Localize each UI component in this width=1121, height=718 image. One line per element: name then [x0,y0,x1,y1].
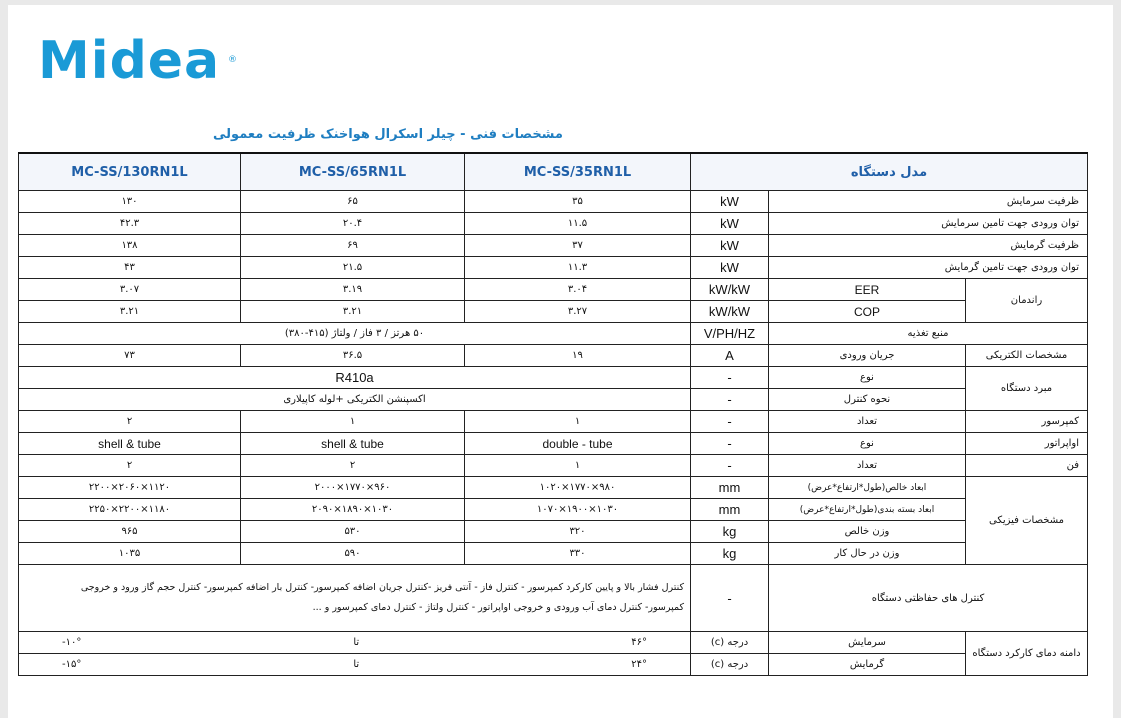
unit-cell: kW [691,257,769,279]
unit-cell: - [691,455,769,477]
table-row [19,191,1088,213]
unit-cell: درجه (c) [691,654,769,676]
unit-cell: درجه (c) [691,632,769,654]
row-label: ظرفیت گرمایش [769,235,1088,257]
temp-to-word: تا [353,637,360,648]
cell: ۱ [465,411,691,433]
unit-cell: kg [691,521,769,543]
cell: ۳۵ [465,191,691,213]
cell: ۳۶.۵ [241,345,465,367]
cell: ۲۰۰۰×۱۷۷۰×۹۶۰ [241,477,465,499]
cell: ۳۳۰ [465,543,691,565]
cell: ۲ [19,411,241,433]
model-label: مدل دستگاه [691,153,1088,191]
temp-to: ۴۶° [631,637,647,648]
group-label: کمپرسور [966,411,1088,433]
cell: ۷۳ [19,345,241,367]
cell: ۲۱.۵ [241,257,465,279]
table-row [19,367,1088,389]
unit-cell: kW/kW [691,301,769,323]
table-row [19,235,1088,257]
cell: ۲ [19,455,241,477]
cell: ۱۰۲۰×۱۷۷۰×۹۸۰ [465,477,691,499]
table-row [19,632,1088,654]
cell: ۵۰ هرتز / ۳ فاز / ولتاژ (۴۱۵-۳۸۰) [19,323,691,345]
group-label: فن [966,455,1088,477]
cell: ۳۲۰ [465,521,691,543]
cell: ۳.۲۷ [465,301,691,323]
cell: ۱۰۷۰×۱۹۰۰×۱۰۳۰ [465,499,691,521]
table-row [19,543,1088,565]
unit-cell: - [691,565,769,632]
group-label: مشخصات الکتریکی [966,345,1088,367]
model-name: MC-SS/130RN1L [19,153,241,191]
logo-text: Midea [38,31,221,91]
row-label: ظرفیت سرمایش [769,191,1088,213]
temp-range-cell [19,654,691,676]
cell: ۱۰۳۵ [19,543,241,565]
row-label: تعداد [769,411,966,433]
cell: ۲۰۹۰×۱۸۹۰×۱۰۳۰ [241,499,465,521]
cell: ۳.۰۷ [19,279,241,301]
cell: ۲۲۰۰×۲۰۶۰×۱۱۲۰ [19,477,241,499]
row-label: نحوه کنترل [769,389,966,411]
unit-cell: kW/kW [691,279,769,301]
unit-cell: kg [691,543,769,565]
midea-logo [38,31,237,115]
group-label: راندمان [966,279,1088,323]
cell: ۳.۲۱ [241,301,465,323]
row-label: سرمایش [769,632,966,654]
group-label: مبرد دستگاه [966,367,1088,411]
row-label: وزن در حال کار [769,543,966,565]
unit-cell: mm [691,499,769,521]
row-label: توان ورودی جهت تامین گرمایش [769,257,1088,279]
unit-cell: mm [691,477,769,499]
table-row [19,565,1088,632]
cell: ۳.۰۴ [465,279,691,301]
table-row [19,455,1088,477]
table-row [19,301,1088,323]
row-label: گرمایش [769,654,966,676]
spec-table [18,152,1088,676]
cell: double - tube [465,433,691,455]
table-row [19,654,1088,676]
table-row [19,411,1088,433]
registered-mark: ® [228,55,237,65]
table-row [19,477,1088,499]
unit-cell: V/PH/HZ [691,323,769,345]
temp-range-cell [19,632,691,654]
cell: ۳.۱۹ [241,279,465,301]
unit-cell: A [691,345,769,367]
row-label: کنترل های حفاظتی دستگاه [769,565,1088,632]
group-label: اواپراتور [966,433,1088,455]
row-label: وزن خالص [769,521,966,543]
protection-text [19,565,691,632]
unit-cell: kW [691,191,769,213]
cell: ۱۳۰ [19,191,241,213]
cell: ۲۰.۴ [241,213,465,235]
cell: ۵۳۰ [241,521,465,543]
row-label: ابعاد خالص(طول*ارتفاع*عرض) [769,477,966,499]
cell: ۱۱.۳ [465,257,691,279]
row-label: توان ورودی جهت تامین سرمایش [769,213,1088,235]
table-row [19,323,1088,345]
cell: ۲ [241,455,465,477]
cell: ۱ [241,411,465,433]
unit-cell: - [691,367,769,389]
temp-from: -۱۰° [62,637,82,648]
document-page [8,5,1113,718]
cell: ۶۹ [241,235,465,257]
table-row [19,257,1088,279]
row-label: جریان ورودی [769,345,966,367]
cell: ۲۲۵۰×۲۲۰۰×۱۱۸۰ [19,499,241,521]
group-label: دامنه دمای کارکرد دستگاه [966,632,1088,676]
table-row [19,213,1088,235]
protection-line: کمپرسور- کنترل دمای آب ورودی و خروجی اواپراتور - کنترل ولتاژ - کنترل دمای کمپرسور و ... [312,602,684,613]
protection-line: کنترل فشار بالا و پایین کارکرد کمپرسور - کنترل فاز - آنتی فریز -کنترل جریان اضافه کمپرسور- کنترل بار اضافه کمپرسور- کنترل حجم گاز ورود و خروجی [80,582,684,593]
table-row [19,279,1088,301]
table-row [19,521,1088,543]
cell: ۳۷ [465,235,691,257]
row-label: نوع [769,367,966,389]
unit-cell: - [691,389,769,411]
cell: shell & tube [19,433,241,455]
cell: ۹۶۵ [19,521,241,543]
row-label: منبع تغذیه [769,323,1088,345]
row-label: COP [769,301,966,323]
cell: ۴۳ [19,257,241,279]
table-row [19,433,1088,455]
row-label: نوع [769,433,966,455]
model-name: MC-SS/65RN1L [241,153,465,191]
cell: shell & tube [241,433,465,455]
cell: ۱ [465,455,691,477]
row-label: تعداد [769,455,966,477]
cell: ۴۲.۳ [19,213,241,235]
cell: ۶۵ [241,191,465,213]
table-row [19,389,1088,411]
temp-to: ۲۴° [631,659,647,670]
temp-to-word: تا [353,659,360,670]
row-label: ابعاد بسته بندی(طول*ارتفاع*عرض) [769,499,966,521]
cell: ۱۳۸ [19,235,241,257]
table-header-row [19,153,1088,191]
cell: ۵۹۰ [241,543,465,565]
model-name: MC-SS/35RN1L [465,153,691,191]
unit-cell: - [691,433,769,455]
table-row [19,345,1088,367]
cell: R410a [19,367,691,389]
cell: اکسپنشن الکتریکی +لوله کاپیلاری [19,389,691,411]
unit-cell: kW [691,213,769,235]
spec-subtitle: مشخصات فنی - چیلر اسکرال هواخنک ظرفیت معمولی [213,127,563,142]
cell: ۱۹ [465,345,691,367]
unit-cell: - [691,411,769,433]
table-row [19,499,1088,521]
group-label: مشخصات فیزیکی [966,477,1088,565]
cell: ۱۱.۵ [465,213,691,235]
unit-cell: kW [691,235,769,257]
cell: ۳.۲۱ [19,301,241,323]
temp-from: -۱۵° [62,659,82,670]
row-label: EER [769,279,966,301]
